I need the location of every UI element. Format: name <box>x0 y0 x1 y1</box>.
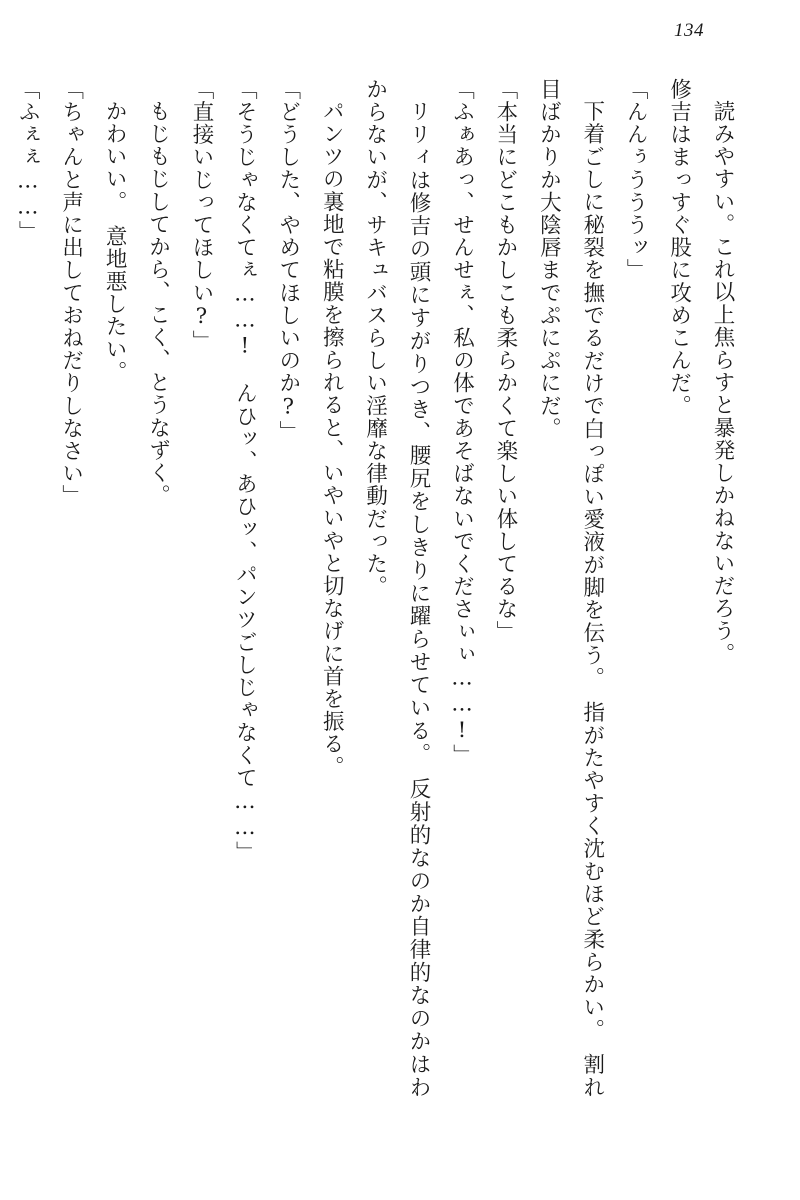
paragraph: 「どうした、やめてほしいのか?」 <box>275 78 301 444</box>
paragraph: 修吉はまっすぐ股に攻めこんだ。 <box>666 78 692 417</box>
paragraph: 「んんぅうううッ」 <box>623 78 649 282</box>
paragraph: かわいい。 意地悪したい。 <box>102 99 128 383</box>
paragraph: 「ちゃんと声に出しておねだりしなさい」 <box>58 78 84 508</box>
paragraph: 「ふぇぇ……」 <box>15 78 41 244</box>
paragraph: 「そうじゃなくてぇ……! んひッ、あひッ、パンツごしじゃなくて……」 <box>232 78 258 864</box>
paragraph: リリィは修吉の頭にすがりつき、腰尻をしきりに躍らせている。 反射的なのか自律的なのかはわからないが、サキュバスらしい淫靡な律動だった。 <box>362 78 432 1098</box>
paragraph: 読みやすい。これ以上焦らすと暴発しかねないだろう。 <box>710 99 735 665</box>
paragraph: もじもじしてから、こく、とうなずく。 <box>145 99 171 507</box>
paragraph: 「本当にどこもかしこも柔らかくて楽しい体してるな」 <box>492 78 518 643</box>
page-text-body <box>15 78 744 1098</box>
paragraph: 下着ごしに秘裂を撫でるだけで白っぽい愛液が脚を伝う。 指がたやすく沈むほど柔らかい。 割れ目ばかりか大陰唇までぷにぷにだ。 <box>536 78 605 1098</box>
page-number: 134 <box>674 20 704 41</box>
paragraph: 「直接いじってほしい?」 <box>188 78 214 353</box>
paragraph: パンツの裏地で粘膜を擦られると、いやいやと切なげに首を振る。 <box>319 99 345 778</box>
paragraph: 「ふぁあっ、せんせぇ、私の体であそばないでくださぃぃ……!」 <box>449 78 475 767</box>
